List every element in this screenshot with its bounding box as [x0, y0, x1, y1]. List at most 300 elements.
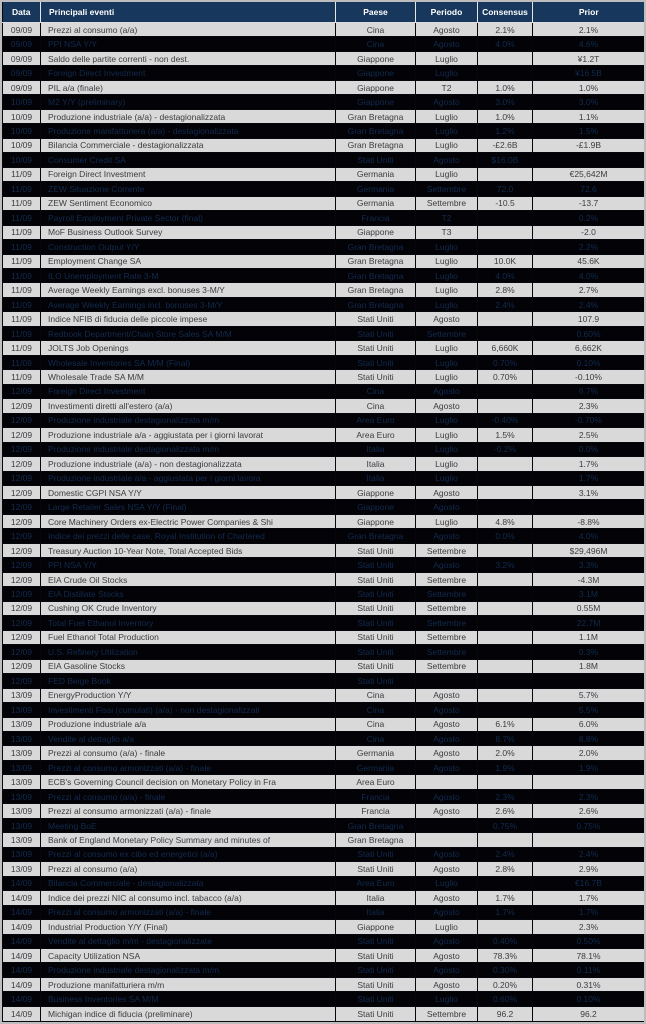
cell-country: Stati Uniti — [336, 543, 416, 557]
cell-country: Stati Uniti — [336, 645, 416, 659]
cell-period: Agosto — [416, 789, 478, 803]
cell-country: Cina — [336, 688, 416, 702]
cell-event: Produzione industriale a/a — [41, 717, 336, 731]
cell-event: Indice NFIB di fiducia delle piccole impese — [41, 312, 336, 326]
table-row — [3, 543, 645, 557]
cell-country: Francia — [336, 789, 416, 803]
cell-event: Average Weekly Earnings incl. bonuses 3-M/Y — [41, 297, 336, 311]
table-row — [3, 977, 645, 991]
cell-period: Agosto — [416, 934, 478, 948]
cell-consensus: 2.6% — [478, 804, 533, 818]
cell-consensus — [478, 66, 533, 80]
cell-period: Agosto — [416, 703, 478, 717]
cell-period: Agosto — [416, 153, 478, 167]
table-row — [3, 731, 645, 745]
cell-event: Payroll Employment Private Sector (final) — [41, 211, 336, 225]
cell-date: 11/09 — [3, 196, 41, 210]
cell-consensus — [478, 167, 533, 181]
table-row — [3, 992, 645, 1006]
table-row — [3, 905, 645, 919]
cell-period: Settembre — [416, 587, 478, 601]
cell-date: 10/09 — [3, 124, 41, 138]
table-row — [3, 428, 645, 442]
cell-event: PIL a/a (finale) — [41, 80, 336, 94]
cell-prior: 6.0% — [533, 717, 645, 731]
table-row — [3, 138, 645, 152]
cell-date: 12/09 — [3, 399, 41, 413]
cell-prior: 0.50% — [533, 934, 645, 948]
cell-date: 12/09 — [3, 543, 41, 557]
cell-country: Gran Bretagna — [336, 268, 416, 282]
cell-period: Luglio — [416, 283, 478, 297]
cell-prior: 0.31% — [533, 977, 645, 991]
cell-country: Giappone — [336, 95, 416, 109]
table-row — [3, 457, 645, 471]
cell-country: Stati Uniti — [336, 1006, 416, 1021]
cell-date: 09/09 — [3, 66, 41, 80]
cell-consensus: 78.3% — [478, 949, 533, 963]
cell-prior: 4.0% — [533, 529, 645, 543]
table-row — [3, 688, 645, 702]
cell-period: Luglio — [416, 51, 478, 65]
cell-consensus: -0.2% — [478, 442, 533, 456]
cell-date: 12/09 — [3, 645, 41, 659]
table-row — [3, 124, 645, 138]
cell-country: Giappone — [336, 514, 416, 528]
cell-consensus: 0.30% — [478, 963, 533, 977]
cell-event: Industrial Production Y/Y (Final) — [41, 920, 336, 934]
cell-period: Luglio — [416, 254, 478, 268]
cell-event: EIA Crude Oil Stocks — [41, 572, 336, 586]
cell-consensus — [478, 920, 533, 934]
cell-country: Italia — [336, 442, 416, 456]
cell-event: Total Fuel Ethanol Inventory — [41, 616, 336, 630]
cell-date: 12/09 — [3, 601, 41, 615]
cell-date: 12/09 — [3, 630, 41, 644]
table-row — [3, 963, 645, 977]
cell-date: 13/09 — [3, 746, 41, 760]
cell-country: Stati Uniti — [336, 977, 416, 991]
cell-consensus — [478, 659, 533, 673]
table-row — [3, 804, 645, 818]
cell-country: Stati Uniti — [336, 616, 416, 630]
cell-prior: 1.7% — [533, 891, 645, 905]
cell-period: Luglio — [416, 514, 478, 528]
cell-event: Construction Output Y/Y — [41, 240, 336, 254]
cell-date: 14/09 — [3, 949, 41, 963]
cell-event: Produzione industriale (a/a) - destagionalizzata — [41, 109, 336, 123]
cell-event: Prezzi al consumo (a/a) — [41, 23, 336, 37]
cell-prior: 2.2% — [533, 240, 645, 254]
cell-date: 14/09 — [3, 876, 41, 890]
cell-consensus: 2.4% — [478, 297, 533, 311]
cell-country: Stati Uniti — [336, 370, 416, 384]
cell-prior: -13.7 — [533, 196, 645, 210]
table-row — [3, 95, 645, 109]
cell-country: Cina — [336, 717, 416, 731]
table-row — [3, 818, 645, 832]
cell-prior: 0.3% — [533, 645, 645, 659]
cell-date: 14/09 — [3, 934, 41, 948]
table-row — [3, 254, 645, 268]
cell-prior: 78.1% — [533, 949, 645, 963]
cell-prior: 2.3% — [533, 789, 645, 803]
cell-consensus: 4.0% — [478, 268, 533, 282]
table-row — [3, 862, 645, 876]
cell-event: Foreign Direct Investment — [41, 384, 336, 398]
table-row — [3, 370, 645, 384]
cell-country: Area Euro — [336, 775, 416, 789]
cell-prior — [533, 775, 645, 789]
cell-prior: 1.0% — [533, 80, 645, 94]
cell-period: Agosto — [416, 949, 478, 963]
cell-prior: €16.7B — [533, 876, 645, 890]
cell-country: Giappone — [336, 66, 416, 80]
cell-date: 11/09 — [3, 341, 41, 355]
cell-prior: 6.7% — [533, 384, 645, 398]
cell-event: Saldo delle partite correnti - non dest. — [41, 51, 336, 65]
cell-event: U.S. Refinery Utilization — [41, 645, 336, 659]
cell-event: ILO Unemployment Rate 3-M — [41, 268, 336, 282]
cell-period: Settembre — [416, 196, 478, 210]
cell-period: Luglio — [416, 370, 478, 384]
cell-event: Foreign Direct Investment — [41, 66, 336, 80]
cell-consensus: 1.0% — [478, 80, 533, 94]
cell-date: 10/09 — [3, 153, 41, 167]
cell-event: Prezzi al consumo (a/a) — [41, 862, 336, 876]
cell-prior: 2.5% — [533, 428, 645, 442]
cell-prior: 96.2 — [533, 1006, 645, 1021]
cell-date: 11/09 — [3, 326, 41, 340]
table-row — [3, 399, 645, 413]
table-row — [3, 529, 645, 543]
cell-event: Produzione industriale a/a - aggiustata per i giorni lavora — [41, 471, 336, 485]
table-row — [3, 109, 645, 123]
cell-prior: 3.3% — [533, 558, 645, 572]
cell-period: Settembre — [416, 182, 478, 196]
cell-prior: 22.7M — [533, 616, 645, 630]
cell-date: 13/09 — [3, 789, 41, 803]
cell-period: Settembre — [416, 659, 478, 673]
cell-event: Prezzi al consumo (a/a) - finale — [41, 746, 336, 760]
cell-date: 14/09 — [3, 992, 41, 1006]
cell-event: Capacity Utilization NSA — [41, 949, 336, 963]
cell-country: Stati Uniti — [336, 934, 416, 948]
cell-period — [416, 775, 478, 789]
cell-consensus: 0.20% — [478, 977, 533, 991]
cell-country: Stati Uniti — [336, 153, 416, 167]
cell-date: 12/09 — [3, 384, 41, 398]
cell-event: Bank of England Monetary Policy Summary and minutes of — [41, 833, 336, 847]
cell-event: M2 Y/Y (preliminary) — [41, 95, 336, 109]
cell-consensus — [478, 833, 533, 847]
cell-country: Italia — [336, 457, 416, 471]
cell-consensus: 4.8% — [478, 514, 533, 528]
cell-country: Giappone — [336, 486, 416, 500]
cell-prior: -£1.9B — [533, 138, 645, 152]
cell-consensus — [478, 225, 533, 239]
cell-prior: 3.0% — [533, 95, 645, 109]
cell-consensus — [478, 500, 533, 514]
cell-date: 10/09 — [3, 95, 41, 109]
cell-country: Gran Bretagna — [336, 124, 416, 138]
cell-consensus: 2.0% — [478, 746, 533, 760]
table-row — [3, 572, 645, 586]
cell-country: Gran Bretagna — [336, 138, 416, 152]
cell-date: 12/09 — [3, 616, 41, 630]
cell-country: Germania — [336, 182, 416, 196]
cell-period: Agosto — [416, 891, 478, 905]
cell-period: Agosto — [416, 977, 478, 991]
cell-date: 11/09 — [3, 370, 41, 384]
cell-period: Luglio — [416, 471, 478, 485]
cell-period: Agosto — [416, 688, 478, 702]
cell-country: Stati Uniti — [336, 326, 416, 340]
cell-period: Settembre — [416, 543, 478, 557]
cell-country: Stati Uniti — [336, 312, 416, 326]
cell-consensus — [478, 312, 533, 326]
cell-prior: 6,662K — [533, 341, 645, 355]
cell-prior: 4.0% — [533, 268, 645, 282]
table-row — [3, 167, 645, 181]
cell-consensus: 2.1% — [478, 23, 533, 37]
cell-date: 11/09 — [3, 167, 41, 181]
cell-event: Vendite al dettaglio a/a — [41, 731, 336, 745]
cell-prior: 5.5% — [533, 703, 645, 717]
cell-event: Employment Change SA — [41, 254, 336, 268]
cell-prior: 0.60% — [533, 326, 645, 340]
cell-period: Luglio — [416, 413, 478, 427]
table-row — [3, 833, 645, 847]
cell-period: Agosto — [416, 384, 478, 398]
cell-prior: 1.1M — [533, 630, 645, 644]
cell-consensus — [478, 51, 533, 65]
cell-period: Agosto — [416, 486, 478, 500]
cell-consensus — [478, 457, 533, 471]
cell-consensus — [478, 399, 533, 413]
cell-prior: 3.1M — [533, 587, 645, 601]
cell-date: 13/09 — [3, 688, 41, 702]
cell-event: FED Beige Book — [41, 674, 336, 688]
table-row — [3, 471, 645, 485]
table-row — [3, 847, 645, 861]
cell-prior: -0.70% — [533, 413, 645, 427]
cell-date: 12/09 — [3, 558, 41, 572]
cell-country: Stati Uniti — [336, 587, 416, 601]
cell-date: 13/09 — [3, 833, 41, 847]
table-row — [3, 616, 645, 630]
cell-consensus: 1.9% — [478, 760, 533, 774]
cell-consensus — [478, 703, 533, 717]
cell-date: 12/09 — [3, 486, 41, 500]
cell-date: 12/09 — [3, 572, 41, 586]
cell-period: Settembre — [416, 601, 478, 615]
cell-prior: 1.8M — [533, 659, 645, 673]
header-data: Data — [3, 2, 41, 23]
table-row — [3, 587, 645, 601]
cell-period: Agosto — [416, 529, 478, 543]
table-row — [3, 196, 645, 210]
cell-consensus: -0.40% — [478, 413, 533, 427]
table-row — [3, 442, 645, 456]
cell-country: Cina — [336, 384, 416, 398]
cell-prior: 1.7% — [533, 905, 645, 919]
cell-event: Indice dei prezzi NIC al consumo incl. tabacco (a/a) — [41, 891, 336, 905]
cell-prior: 1.5% — [533, 124, 645, 138]
cell-consensus: 1.7% — [478, 891, 533, 905]
table-row — [3, 312, 645, 326]
cell-country: Gran Bretagna — [336, 529, 416, 543]
cell-event: Produzione manifatturiera m/m — [41, 977, 336, 991]
table-body — [3, 23, 645, 1022]
cell-prior — [533, 674, 645, 688]
cell-prior: 2.4% — [533, 297, 645, 311]
cell-country: Giappone — [336, 80, 416, 94]
cell-country: Stati Uniti — [336, 847, 416, 861]
cell-country: Giappone — [336, 225, 416, 239]
cell-date: 11/09 — [3, 240, 41, 254]
cell-date: 11/09 — [3, 225, 41, 239]
table-row — [3, 297, 645, 311]
table-row — [3, 514, 645, 528]
cell-event: Michigan indice di fiducia (preliminare) — [41, 1006, 336, 1021]
header-consensus: Consensus — [478, 2, 533, 23]
cell-consensus: 1.2% — [478, 124, 533, 138]
table-row — [3, 66, 645, 80]
table-row — [3, 789, 645, 803]
cell-event: Meeting BoE — [41, 818, 336, 832]
cell-period: Luglio — [416, 297, 478, 311]
cell-consensus: 4.0% — [478, 37, 533, 51]
table-row — [3, 601, 645, 615]
cell-event: Prezzi al consumo armonizzati (a/a) - finale — [41, 905, 336, 919]
cell-event: Produzione manifatturiera (a/a) - destagionalizzata — [41, 124, 336, 138]
table-row — [3, 413, 645, 427]
cell-period: Luglio — [416, 457, 478, 471]
cell-event: EIA Gasoline Stocks — [41, 659, 336, 673]
table-row — [3, 558, 645, 572]
cell-consensus — [478, 543, 533, 557]
cell-event: Prezzi al consumo armonizzati (a/a) - finale — [41, 804, 336, 818]
cell-period: Luglio — [416, 66, 478, 80]
cell-prior: -8.8% — [533, 514, 645, 528]
cell-country: Francia — [336, 804, 416, 818]
cell-consensus: 0.0% — [478, 529, 533, 543]
cell-country: Stati Uniti — [336, 659, 416, 673]
cell-period: Settembre — [416, 645, 478, 659]
cell-consensus — [478, 240, 533, 254]
cell-date: 11/09 — [3, 355, 41, 369]
cell-period — [416, 833, 478, 847]
cell-prior: 2.3% — [533, 920, 645, 934]
cell-country: Gran Bretagna — [336, 818, 416, 832]
cell-consensus: 0.70% — [478, 370, 533, 384]
cell-consensus — [478, 471, 533, 485]
cell-country: Stati Uniti — [336, 572, 416, 586]
cell-event: Investimenti diretti all'estero (a/a) — [41, 399, 336, 413]
cell-date: 11/09 — [3, 254, 41, 268]
header-prior: Prior — [533, 2, 645, 23]
table-row — [3, 486, 645, 500]
cell-date: 11/09 — [3, 312, 41, 326]
cell-consensus: 6,660K — [478, 341, 533, 355]
cell-period: Luglio — [416, 138, 478, 152]
cell-date: 13/09 — [3, 760, 41, 774]
cell-consensus: -10.5 — [478, 196, 533, 210]
cell-event: ECB's Governing Council decision on Monetary Policy in Fra — [41, 775, 336, 789]
cell-prior: 2.3% — [533, 399, 645, 413]
cell-date: 14/09 — [3, 891, 41, 905]
cell-prior: 2.7% — [533, 283, 645, 297]
cell-period: Luglio — [416, 167, 478, 181]
cell-period: Luglio — [416, 109, 478, 123]
cell-period — [416, 674, 478, 688]
cell-prior: 2.6% — [533, 804, 645, 818]
cell-date: 11/09 — [3, 283, 41, 297]
cell-date: 12/09 — [3, 674, 41, 688]
cell-consensus — [478, 775, 533, 789]
cell-prior: ¥16.5B — [533, 66, 645, 80]
cell-prior: ¥1.2T — [533, 51, 645, 65]
cell-country: Italia — [336, 891, 416, 905]
cell-country: Cina — [336, 37, 416, 51]
cell-prior: 3.1% — [533, 486, 645, 500]
cell-prior: 0.10% — [533, 992, 645, 1006]
cell-period: Agosto — [416, 731, 478, 745]
cell-country: Stati Uniti — [336, 963, 416, 977]
cell-country: Stati Uniti — [336, 355, 416, 369]
cell-period: Agosto — [416, 95, 478, 109]
cell-prior: 0.10% — [533, 355, 645, 369]
cell-event: Bilancia Commerciale - destagionalizzata — [41, 138, 336, 152]
cell-event: Domestic CGPI NSA Y/Y — [41, 486, 336, 500]
cell-consensus — [478, 876, 533, 890]
cell-prior: 4.6% — [533, 37, 645, 51]
table-row — [3, 645, 645, 659]
cell-prior: 0.55M — [533, 601, 645, 615]
cell-period: Luglio — [416, 240, 478, 254]
cell-event: Produzione industriale destagionalizzata m/m — [41, 413, 336, 427]
table-row — [3, 283, 645, 297]
cell-period: Agosto — [416, 847, 478, 861]
table-row — [3, 240, 645, 254]
cell-prior — [533, 500, 645, 514]
cell-period: Luglio — [416, 124, 478, 138]
cell-period: Agosto — [416, 312, 478, 326]
cell-event: Core Machinery Orders ex-Electric Power Companies & Shi — [41, 514, 336, 528]
cell-country: Stati Uniti — [336, 862, 416, 876]
cell-date: 13/09 — [3, 862, 41, 876]
cell-prior: 1.7% — [533, 457, 645, 471]
cell-event: Consumer Credit SA — [41, 153, 336, 167]
cell-consensus: 96.2 — [478, 1006, 533, 1021]
table-row — [3, 1006, 645, 1021]
cell-period: T2 — [416, 211, 478, 225]
cell-consensus: 0.40% — [478, 934, 533, 948]
cell-consensus — [478, 572, 533, 586]
table-row — [3, 949, 645, 963]
cell-event: Produzione industriale destagionalizzata m/m — [41, 963, 336, 977]
cell-prior: 8.8% — [533, 731, 645, 745]
cell-event: ZEW Situazione Corrente — [41, 182, 336, 196]
cell-date: 12/09 — [3, 428, 41, 442]
cell-period: Agosto — [416, 500, 478, 514]
cell-country: Francia — [336, 211, 416, 225]
cell-prior: 0.11% — [533, 963, 645, 977]
cell-date: 13/09 — [3, 717, 41, 731]
cell-date: 13/09 — [3, 847, 41, 861]
cell-event: MoF Business Outlook Survey — [41, 225, 336, 239]
